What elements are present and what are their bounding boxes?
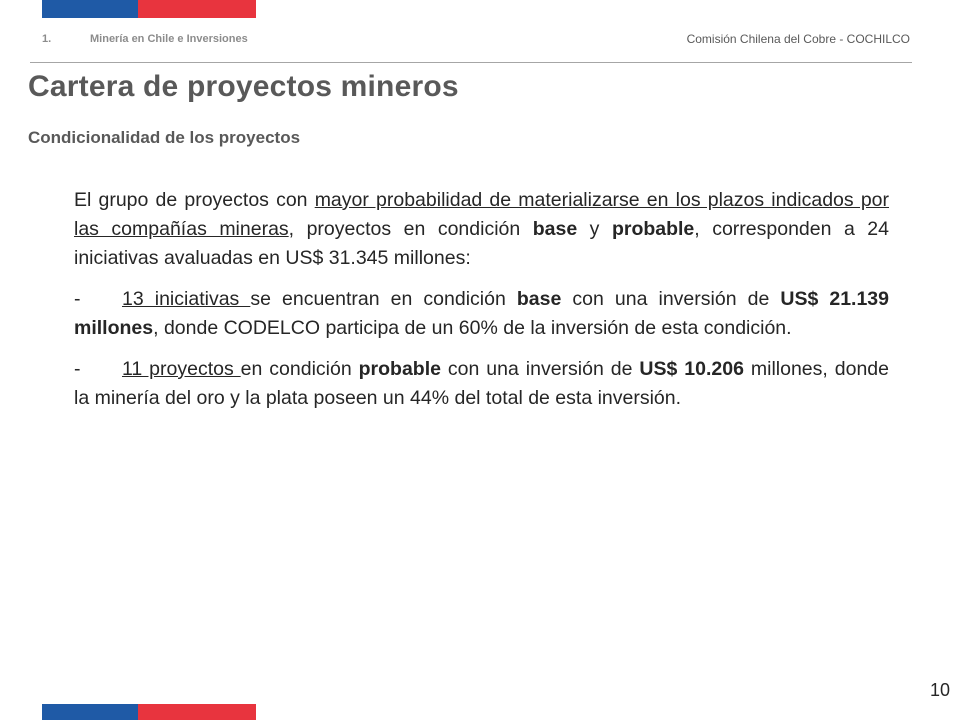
probable-bold-amount: US$ 10.206 (639, 358, 744, 380)
section-number: 1. (42, 33, 52, 45)
probable-text: millones, donde la minería del oro y la plata poseen un 44% del total de esta inversión. (74, 358, 889, 409)
intro-paragraph (74, 186, 889, 273)
probable-bold-probable: probable (358, 358, 441, 380)
intro-text: , proyectos en condición (288, 218, 533, 240)
probable-text: con una inversión de (440, 358, 640, 380)
intro-bold-base: base (532, 218, 578, 240)
intro-text: El grupo de proyectos con (74, 189, 315, 211)
intro-text: y (577, 218, 612, 240)
bullet-dash: - (74, 358, 81, 380)
page-title: Cartera de proyectos mineros (28, 70, 459, 103)
flag-blue-stripe (42, 0, 138, 18)
flag-bar-bottom (42, 704, 256, 720)
body-text (74, 186, 889, 425)
base-text: , donde CODELCO participa de un 60% de la inversión de esta condición. (153, 317, 792, 339)
bullet-dash: - (74, 288, 81, 310)
intro-underlined-text: mayor probabilidad de materializarse en los plazos indicados por las compañías mineras (74, 189, 889, 240)
page-subtitle: Condicionalidad de los proyectos (28, 128, 301, 147)
base-bullet-paragraph (74, 285, 889, 343)
flag-red-stripe (138, 0, 256, 18)
base-underlined-text: 13 iniciativas (122, 288, 251, 310)
page-number: 10 (929, 680, 950, 700)
probable-underlined-text: 11 proyectos (122, 358, 241, 380)
flag-bar-top (42, 0, 256, 18)
probable-text: en condición (240, 358, 359, 380)
base-bold-base: base (516, 288, 562, 310)
section-label (42, 33, 248, 45)
base-text: con una inversión de (561, 288, 781, 310)
intro-text: , corresponden a 24 iniciativas avaluadas en US$ 31.345 millones: (74, 218, 889, 269)
base-bold-amount: US$ 21.139 millones (74, 288, 890, 339)
flag-blue-stripe (42, 704, 138, 720)
probable-bullet-paragraph (74, 355, 889, 413)
intro-bold-probable: probable (611, 218, 695, 240)
flag-red-stripe (138, 704, 256, 720)
header-divider (30, 62, 912, 63)
organization-name: Comisión Chilena del Cobre - COCHILCO (686, 32, 910, 46)
section-title: Minería en Chile e Inversiones (90, 33, 248, 45)
base-text: se encuentran en condición (250, 288, 517, 310)
